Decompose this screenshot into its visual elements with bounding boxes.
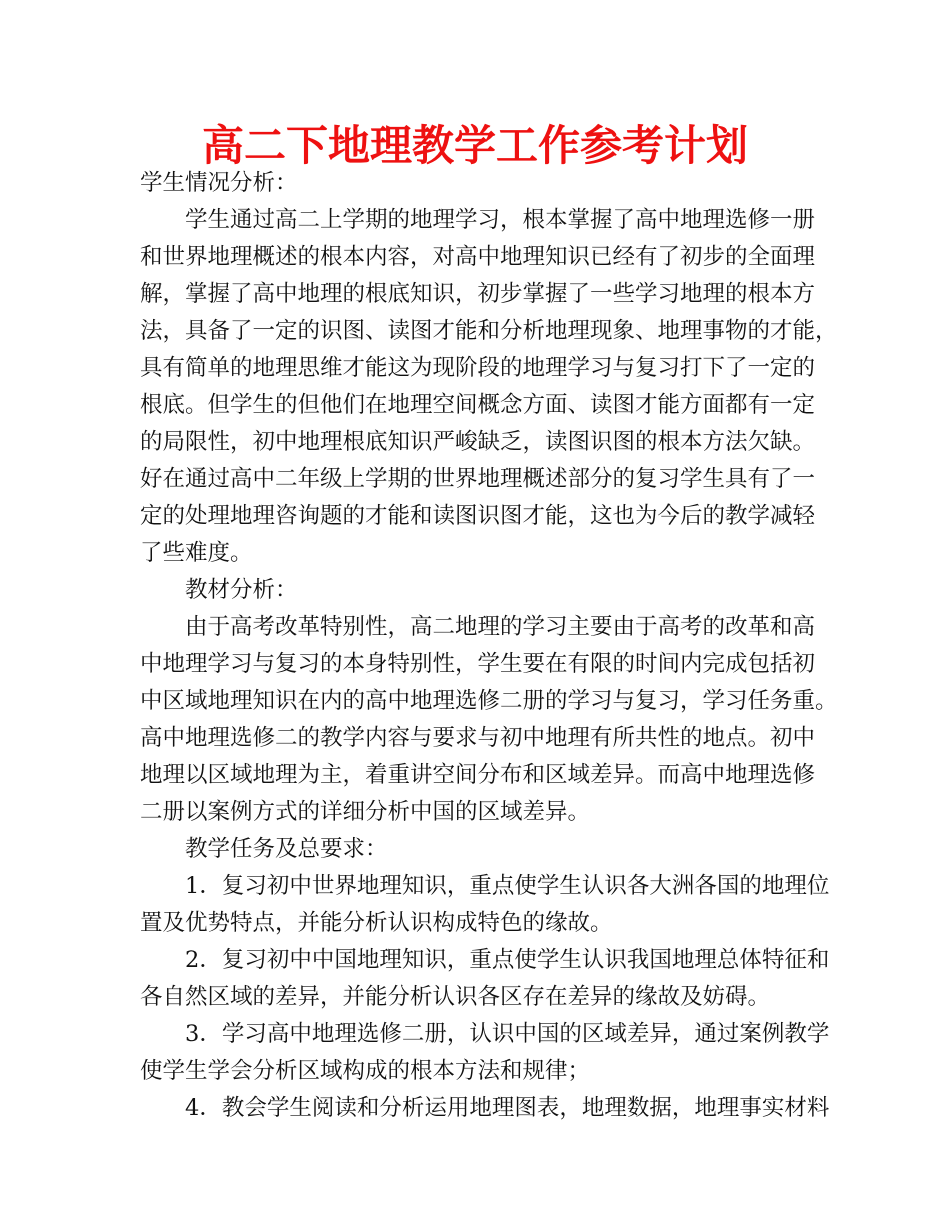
paragraph-line: 学生通过高二上学期的地理学习，根本掌握了高中地理选修一册 — [185, 207, 816, 233]
list-item-line: 3．学习高中地理选修二册，认识中国的区域差异，通过案例教学 — [185, 1021, 830, 1047]
list-item-line: 2．复习初中中国地理知识，重点使学生认识我国地理总体特征和 — [185, 947, 830, 973]
paragraph-line: 好在通过高中二年级上学期的世界地理概述部分的复习学生具有了一 — [140, 466, 816, 492]
paragraph-line: 二册以案例方式的详细分析中国的区域差异。 — [140, 799, 591, 825]
list-item-line: 各自然区域的差异，并能分析认识各区存在差异的缘故及妨碍。 — [140, 984, 771, 1010]
paragraph-line: 解，掌握了高中地理的根底知识，初步掌握了一些学习地理的根本方 — [140, 281, 816, 307]
document-body — [140, 165, 838, 1127]
paragraph-line: 中地理学习与复习的本身特别性，学生要在有限的时间内完成包括初 — [140, 651, 816, 677]
paragraph-line: 高中地理选修二的教学内容与要求与初中地理有所共性的地点。初中 — [140, 725, 816, 751]
list-item-line: 使学生学会分析区域构成的根本方法和规律； — [140, 1058, 591, 1084]
paragraph-line: 和世界地理概述的根本内容，对高中地理知识已经有了初步的全面理 — [140, 244, 816, 270]
section-heading-textbook-analysis: 教材分析： — [185, 577, 298, 603]
list-item-line: 1．复习初中世界地理知识，重点使学生认识各大洲各国的地理位 — [185, 873, 830, 899]
section-heading-student-analysis: 学生情况分析： — [140, 170, 298, 196]
paragraph-line: 根底。但学生的但他们在地理空间概念方面、读图才能方面都有一定 — [140, 392, 816, 418]
paragraph-line: 由于高考改革特别性，高二地理的学习主要由于高考的改革和高 — [185, 614, 816, 640]
paragraph-line: 具有简单的地理思维才能这为现阶段的地理学习与复习打下了一定的 — [140, 355, 816, 381]
paragraph-line: 定的处理地理咨询题的才能和读图识图才能，这也为今后的教学减轻 — [140, 503, 816, 529]
paragraph-line: 的局限性，初中地理根底知识严峻缺乏，读图识图的根本方法欠缺。 — [140, 429, 816, 455]
list-item-line: 置及优势特点，并能分析认识构成特色的缘故。 — [140, 910, 613, 936]
section-heading-teaching-tasks: 教学任务及总要求： — [185, 836, 388, 862]
paragraph-line: 法，具备了一定的识图、读图才能和分析地理现象、地理事物的才能， — [140, 318, 838, 344]
paragraph-line: 中区域地理知识在内的高中地理选修二册的学习与复习，学习任务重。 — [140, 688, 838, 714]
paragraph-line: 地理以区域地理为主，着重讲空间分布和区域差异。而高中地理选修 — [140, 762, 816, 788]
document-title: 高二下地理教学工作参考计划 — [201, 121, 748, 170]
paragraph-line: 了些难度。 — [140, 540, 253, 566]
list-item-line: 4．教会学生阅读和分析运用地理图表，地理数据，地理事实材料 — [185, 1095, 830, 1121]
